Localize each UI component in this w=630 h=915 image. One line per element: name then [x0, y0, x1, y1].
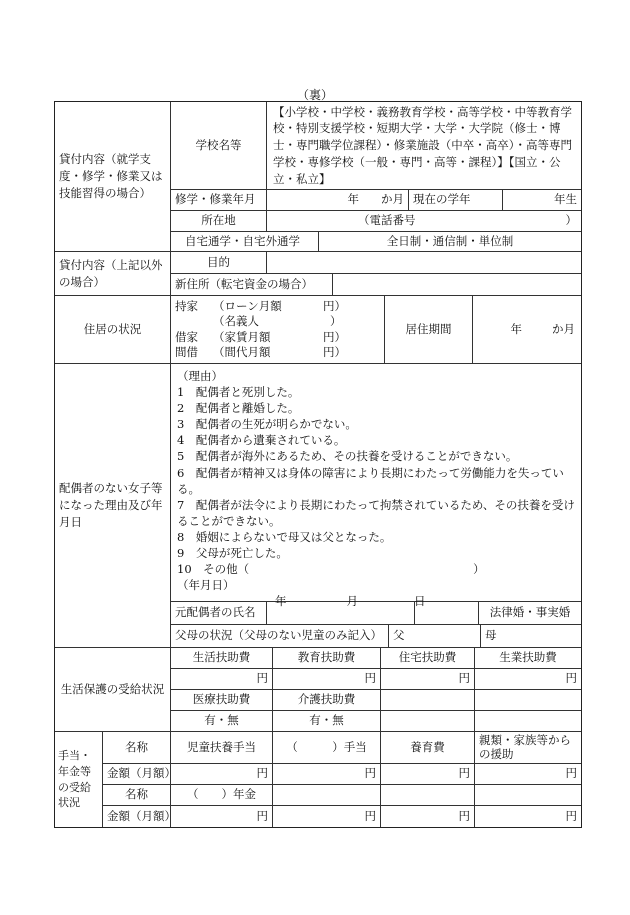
yen-unit: 円: [364, 766, 376, 781]
residence-duration-field[interactable]: [473, 296, 581, 364]
reason-4: 4 配偶者から遺棄されている。: [177, 433, 346, 448]
current-grade-label: 現在の学年: [409, 190, 503, 211]
owned-house: 持家: [175, 299, 198, 314]
medical-assistance-header: 医療扶助費: [171, 690, 273, 711]
room-monthly-label: （間代月額: [213, 344, 271, 359]
current-grade-field[interactable]: [503, 190, 581, 211]
allowance-name-label-1: 名称: [103, 732, 171, 764]
pension-name[interactable]: （ ）年金: [171, 785, 273, 806]
yen-unit: 円: [364, 808, 376, 823]
housing-type-options[interactable]: [171, 296, 385, 364]
reason-1: 1 配偶者と死別した。: [177, 385, 300, 400]
reason-8: 8 婚姻によらないで母又は父となった。: [177, 529, 392, 544]
childcare-fee: 養育費: [381, 732, 475, 764]
yen-unit: 円: [256, 671, 268, 686]
child-support-allowance: 児童扶養手当: [171, 732, 273, 764]
residence-duration-label: 居住期間: [385, 296, 473, 364]
yen-unit: 円: [565, 671, 577, 686]
relatives-aid-amount[interactable]: [475, 764, 581, 785]
ex-spouse-blank: [415, 602, 479, 625]
new-address-label: 新住所（転宅資金の場合）: [171, 274, 333, 296]
yen-unit: 円: [458, 671, 470, 686]
date-header: （年月日）: [177, 578, 235, 593]
pension-amount-2[interactable]: [273, 806, 381, 827]
welfare-blank-3: [381, 711, 475, 732]
living-assistance-amount[interactable]: [171, 669, 273, 690]
living-assistance-header: 生活扶助費: [171, 648, 273, 669]
pension-blank-3: [475, 785, 581, 806]
father-label: 父: [393, 628, 405, 643]
address-label: 所在地: [171, 211, 267, 232]
reason-7: 7 配偶者が法令により長期にわたって拘禁されているため、その扶養を受けることができない。: [177, 497, 575, 528]
date-month-unit: 月: [346, 594, 358, 609]
purpose-field[interactable]: [267, 252, 581, 274]
school-type-options[interactable]: 【小学校・中学校・義務教育学校・高等学校・中等教育学校・特別支援学校・短期大学・大学・大学院（修士・博士・専門職学位課程）・修業施設（中卒・高卒）・高等専門学校・専修学校（一般・専門・高等・課程）】【国立・公立・私立】: [267, 102, 581, 190]
page-title: （裏）: [296, 88, 333, 102]
reason-9: 9 父母が死亡した。: [177, 546, 288, 561]
rented-house: 借家: [175, 329, 198, 344]
reason-3: 3 配偶者の生死が明らかでない。: [177, 417, 357, 432]
allowance-name-label-2: 名称: [103, 785, 171, 806]
other-allowance[interactable]: （ ）手当: [273, 732, 381, 764]
nursing-assistance-yes-no[interactable]: 有・無: [273, 711, 381, 732]
grade-unit: 年生: [554, 192, 577, 207]
reason-2: 2 配偶者と離婚した。: [177, 401, 300, 416]
nursing-assistance-header: 介護扶助費: [273, 690, 381, 711]
pension-amount-4[interactable]: [475, 806, 581, 827]
owner-name-label: （名義人: [213, 314, 259, 329]
yen-unit: 円: [565, 808, 577, 823]
application-form-back: [54, 101, 582, 828]
study-mode-options[interactable]: 全日制・通信制・単位制: [319, 232, 581, 252]
yen-unit: 円: [364, 671, 376, 686]
loan-monthly-label: （ローン月額: [213, 299, 282, 314]
duration-month-unit: か月: [552, 321, 575, 336]
medical-assistance-yes-no[interactable]: 有・無: [171, 711, 273, 732]
reason-10-close: ）: [473, 562, 485, 577]
purpose-label: 目的: [171, 252, 267, 274]
school-loan-section-label: 貸付内容（就学支度・修学・修業又は技能習得の場合）: [55, 102, 171, 252]
yen-unit: 円: [458, 766, 470, 781]
reason-6: 6 配偶者が精神又は身体の障害により長期にわたって労働能力を失っている。: [177, 465, 564, 496]
study-period-month-unit: か月: [381, 192, 404, 207]
new-address-field[interactable]: [333, 274, 581, 296]
loan-monthly-close: 円）: [323, 299, 346, 314]
study-period-year-unit: 年: [347, 192, 359, 207]
duration-year-unit: 年: [510, 321, 522, 336]
allowance-amount-label-2: 金額（月額）: [103, 806, 171, 827]
marriage-type-options[interactable]: 法律婚・事実婚: [479, 602, 581, 625]
relatives-aid: 親類・家族等からの援助: [475, 732, 581, 764]
pension-blank-2: [381, 785, 475, 806]
other-allowance-amount[interactable]: [273, 764, 381, 785]
other-loan-section-label: 貸付内容（上記以外の場合）: [55, 252, 171, 296]
pension-amount-3[interactable]: [381, 806, 475, 827]
occupation-assistance-amount[interactable]: [475, 669, 581, 690]
housing-section-label: 住居の状況: [55, 296, 171, 364]
father-status-field[interactable]: [389, 625, 481, 648]
allowance-section-label: 手当・年金等の受給状況: [55, 732, 103, 827]
housing-assistance-header: 住宅扶助費: [381, 648, 475, 669]
rent-monthly-close: 円）: [323, 329, 346, 344]
yen-unit: 円: [565, 766, 577, 781]
housing-assistance-amount[interactable]: [381, 669, 475, 690]
no-spouse-reasons[interactable]: [171, 364, 581, 609]
welfare-blank-2: [475, 690, 581, 711]
reason-10-other: 10 その他（: [177, 562, 250, 577]
yen-unit: 円: [256, 808, 268, 823]
education-assistance-header: 教育扶助費: [273, 648, 381, 669]
parent-status-label: 父母の状況（父母のない児童のみ記入）: [171, 625, 389, 648]
study-period-label: 修学・修業年月: [171, 190, 267, 211]
phone-close: ）: [565, 213, 577, 228]
school-name-label: 学校名等: [171, 102, 267, 190]
reason-header: （理由）: [177, 369, 223, 383]
no-spouse-section-label: 配偶者のない女子等になった理由及び年月日: [55, 364, 171, 648]
ex-spouse-name-field[interactable]: [267, 602, 415, 625]
mother-label: 母: [485, 628, 497, 643]
room-rent: 間借: [175, 344, 198, 359]
phone-label: （電話番号: [358, 213, 416, 228]
pension-blank-1: [273, 785, 381, 806]
date-day-unit: 日: [414, 594, 426, 609]
mother-status-field[interactable]: [481, 625, 581, 648]
address-field[interactable]: [267, 211, 581, 232]
occupation-assistance-header: 生業扶助費: [475, 648, 581, 669]
welfare-section-label: 生活保護の受給状況: [55, 648, 171, 732]
owner-name-close: ）: [330, 314, 342, 329]
ex-spouse-name-label: 元配偶者の氏名: [171, 602, 267, 625]
child-support-amount[interactable]: [171, 764, 273, 785]
education-assistance-amount[interactable]: [273, 669, 381, 690]
childcare-fee-amount[interactable]: [381, 764, 475, 785]
room-monthly-close: 円）: [323, 344, 346, 359]
yen-unit: 円: [256, 766, 268, 781]
welfare-blank-1: [381, 690, 475, 711]
allowance-amount-label-1: 金額（月額）: [103, 764, 171, 785]
welfare-blank-4: [475, 711, 581, 732]
rent-monthly-label: （家賃月額: [213, 329, 271, 344]
commute-type-options[interactable]: 自宅通学・自宅外通学: [171, 232, 319, 252]
date-year-unit: 年: [275, 594, 287, 609]
yen-unit: 円: [458, 808, 470, 823]
pension-amount[interactable]: [171, 806, 273, 827]
reason-5: 5 配偶者が海外にあるため、その扶養を受けることができない。: [177, 449, 518, 464]
study-period-field[interactable]: [267, 190, 409, 211]
